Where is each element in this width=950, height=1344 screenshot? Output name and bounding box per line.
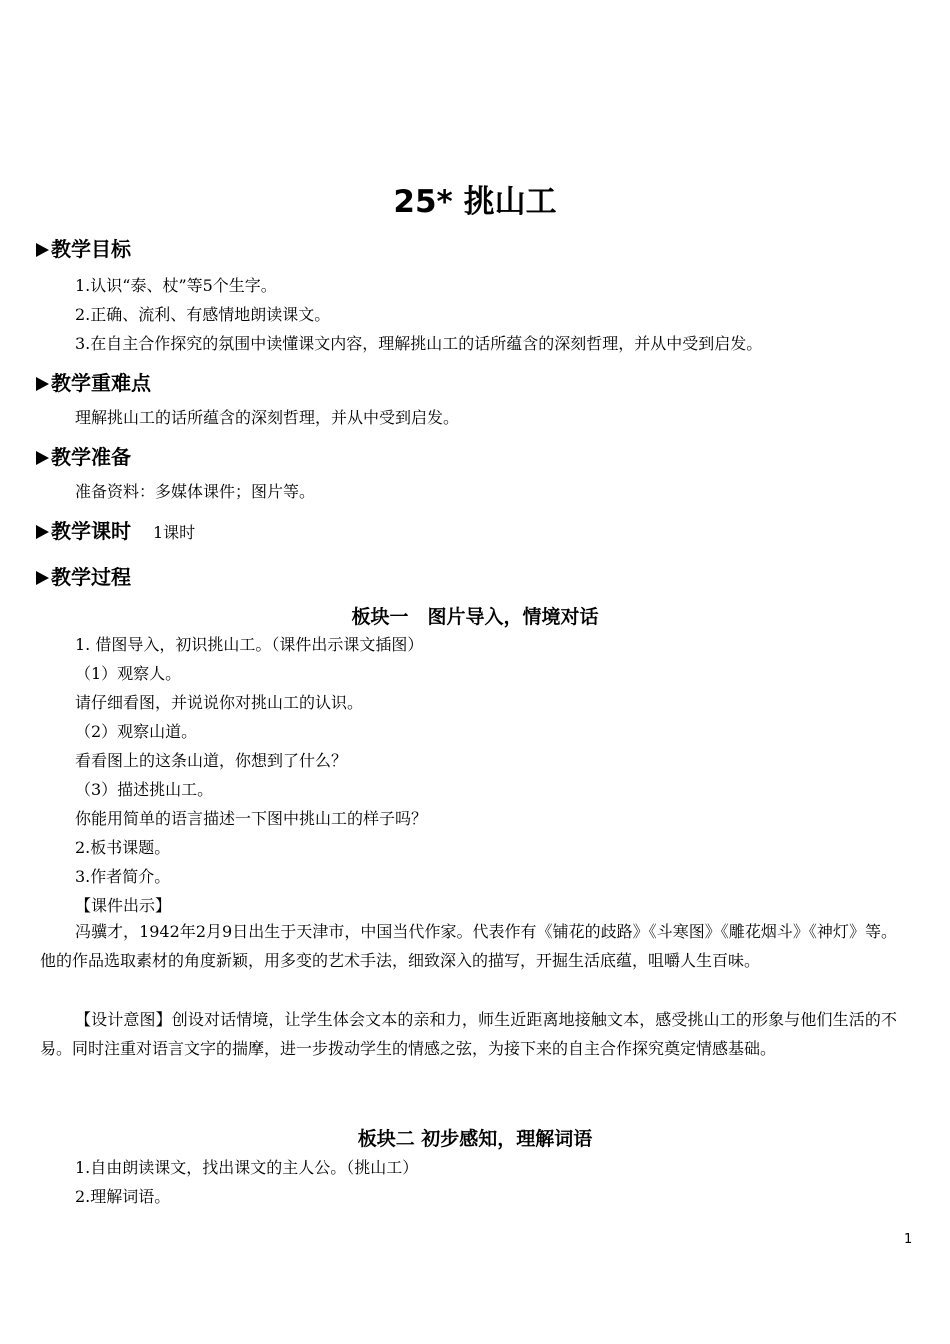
page-title: 25* 挑山工 bbox=[393, 184, 557, 220]
block1-line: 2.板书课题。 bbox=[75, 838, 171, 857]
section-heading-text: 教学重难点 bbox=[51, 371, 151, 395]
block1-line: 你能用简单的语言描述一下图中挑山工的样子吗？ bbox=[75, 809, 428, 828]
key-text: 理解挑山工的话所蕴含的深刻哲理，并从中受到启发。 bbox=[75, 408, 460, 427]
section-heading-hours bbox=[36, 515, 195, 544]
block1-line: 1. 借图导入，初识挑山工。（课件出示课文插图） bbox=[75, 635, 424, 654]
prep-text: 准备资料：多媒体课件；图片等。 bbox=[75, 482, 316, 501]
block2-line: 1.自由朗读课文，找出课文的主人公。（挑山工） bbox=[75, 1158, 419, 1177]
triangle-bullet-icon bbox=[36, 243, 49, 257]
section-heading-text: 教学目标 bbox=[51, 237, 131, 261]
section-heading-text: 教学准备 bbox=[51, 445, 131, 469]
section-heading-process bbox=[36, 561, 131, 590]
section-heading-goals bbox=[36, 233, 131, 262]
triangle-bullet-icon bbox=[36, 571, 49, 585]
page-number: 1 bbox=[904, 1232, 913, 1247]
author-intro-paragraph: 冯骥才，1942年2月9日出生于天津市，中国当代作家。代表作有《铺花的歧路》《斗寒图》《雕花烟斗》《神灯》等。他的作品选取素材的角度新颖，用多变的艺术手法，细致深入的描写，开掘生活底蕴，咀嚼人生百味。 bbox=[40, 922, 897, 970]
block1-line: 3.作者简介。 bbox=[75, 867, 171, 886]
block1-line: 看看图上的这条山道，你想到了什么？ bbox=[75, 751, 348, 770]
block2-line: 2.理解词语。 bbox=[75, 1187, 171, 1206]
hours-value: 1课时 bbox=[153, 523, 196, 542]
block1-line: （2）观察山道。 bbox=[75, 722, 198, 741]
section-heading-text: 教学过程 bbox=[51, 565, 131, 589]
triangle-bullet-icon bbox=[36, 377, 49, 391]
goal-item: 1.认识“泰、杖”等5个生字。 bbox=[75, 276, 277, 295]
section-heading-prep bbox=[36, 441, 131, 470]
design-intent-paragraph: 【设计意图】创设对话情境，让学生体会文本的亲和力，师生近距离地接触文本，感受挑山工的形象与他们生活的不易。同时注重对语言文字的揣摩，进一步拨动学生的情感之弦，为接下来的自主合作探究奠定情感基础。 bbox=[40, 1010, 897, 1058]
block1-line: （3）描述挑山工。 bbox=[75, 780, 214, 799]
triangle-bullet-icon bbox=[36, 525, 49, 539]
section-heading-text: 教学课时 bbox=[51, 519, 131, 543]
goal-item: 3.在自主合作探究的氛围中读懂课文内容，理解挑山工的话所蕴含的深刻哲理，并从中受到启发。 bbox=[75, 334, 763, 353]
section-heading-key bbox=[36, 367, 151, 396]
goal-item: 2.正确、流利、有感情地朗读课文。 bbox=[75, 305, 331, 324]
block1-line: 【课件出示】 bbox=[75, 896, 172, 915]
block1-title: 板块一 图片导入，情境对话 bbox=[351, 606, 599, 628]
triangle-bullet-icon bbox=[36, 451, 49, 465]
block1-line: （1）观察人。 bbox=[75, 664, 182, 683]
block2-title: 板块二 初步感知，理解词语 bbox=[357, 1128, 593, 1150]
block1-line: 请仔细看图，并说说你对挑山工的认识。 bbox=[75, 693, 364, 712]
